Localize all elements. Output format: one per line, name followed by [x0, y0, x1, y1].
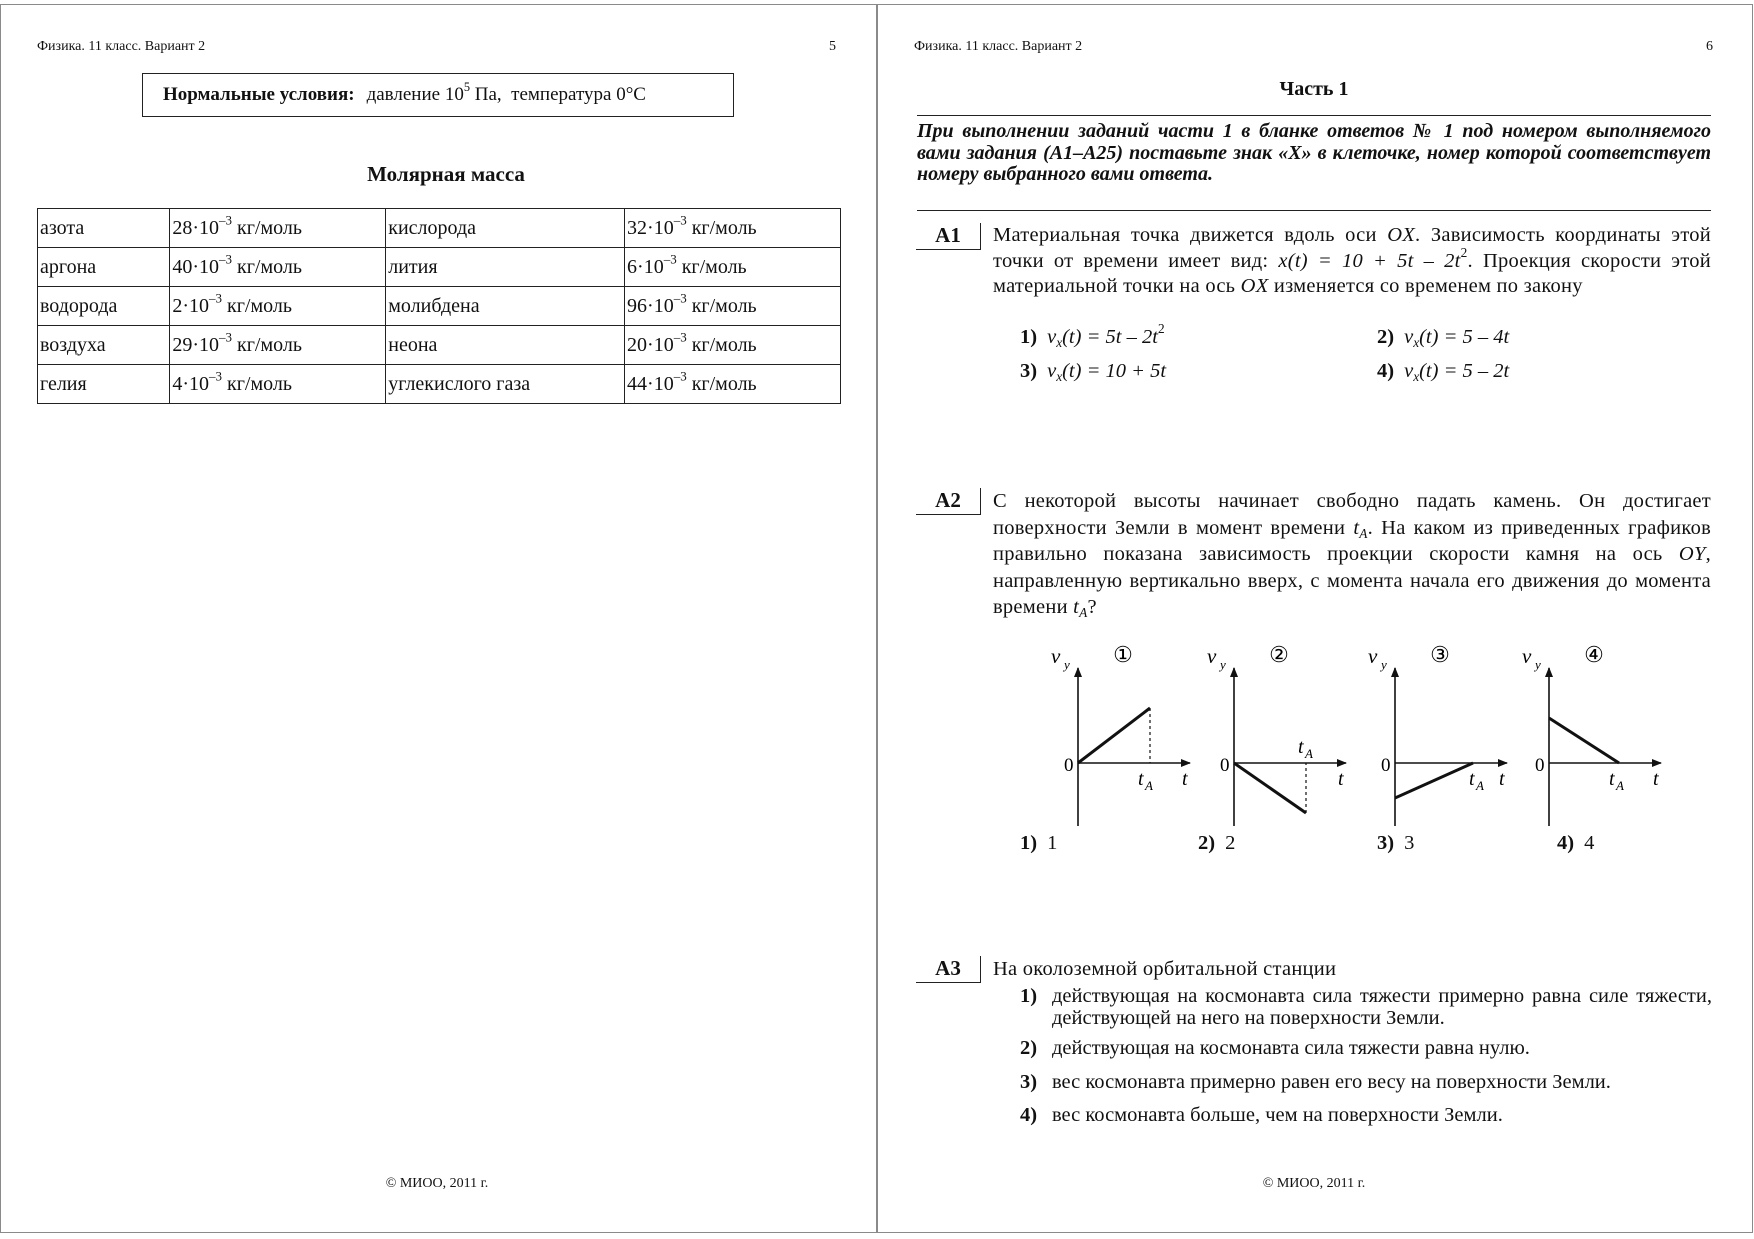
molar-mass-base: 40·10 — [172, 255, 219, 278]
page-number: 6 — [1706, 39, 1713, 54]
table-row — [38, 287, 841, 326]
pressure-unit: Па, — [470, 84, 502, 105]
table-cell — [386, 326, 625, 365]
axis-label-v-sub: y — [1220, 657, 1226, 672]
molar-mass-base: 28·10 — [172, 216, 219, 239]
molar-mass-unit: кг/моль — [686, 372, 757, 395]
time-symbol: t — [1073, 596, 1080, 618]
velocity-subscript: x — [1056, 334, 1063, 350]
molar-mass-unit: кг/моль — [686, 294, 757, 317]
graph-line — [1234, 763, 1306, 813]
text: Материальная точка движется вдоль оси — [993, 224, 1388, 246]
question-label-a1: А1 — [935, 223, 961, 247]
molar-mass-title: Молярная масса — [367, 162, 525, 186]
table-cell — [170, 365, 386, 404]
velocity-subscript: x — [1056, 368, 1063, 384]
option-number: 2) — [1020, 1037, 1038, 1059]
option-number: 2) — [1377, 326, 1395, 348]
time-symbol: t — [1353, 516, 1360, 539]
t-a-label: t — [1138, 768, 1144, 790]
table-cell — [625, 209, 841, 248]
option-number: 1) — [1020, 326, 1038, 348]
question-label-a3: А3 — [935, 956, 961, 980]
molar-mass-exponent: –3 — [673, 211, 687, 227]
molar-mass-unit: кг/моль — [686, 216, 757, 239]
molar-mass-unit: кг/моль — [676, 255, 747, 278]
substance-name: водорода — [40, 294, 118, 317]
pressure-text: давление 10 — [366, 84, 464, 105]
option-number: 1) — [1020, 832, 1038, 854]
table-cell — [625, 248, 841, 287]
option-number: 4) — [1020, 1104, 1038, 1126]
molar-mass-exponent: –3 — [219, 328, 232, 344]
option-text: действующая на космонавта сила тяжести примерно равна силе тяжести, действующей на него на поверхности Земли. — [1052, 985, 1712, 1029]
molar-mass-base: 4·10 — [172, 372, 209, 395]
molar-mass-table — [37, 208, 841, 404]
answer-option[interactable] — [1020, 321, 1165, 350]
table-cell — [386, 365, 625, 404]
text: . На каком из приведенных графиков правильно показана зависимость проекции скорости камня на ось — [993, 516, 1711, 565]
table-cell — [170, 209, 386, 248]
answer-option[interactable] — [1377, 360, 1509, 383]
normal-conditions-label: Нормальные условия: — [163, 84, 355, 105]
origin-label: 0 — [1064, 755, 1074, 776]
graph-number: ④ — [1584, 642, 1604, 667]
answer-option[interactable] — [1557, 832, 1594, 855]
formula: (t) = 10 + 5t — [1062, 360, 1167, 382]
left-page — [0, 4, 878, 1233]
divider — [917, 115, 1711, 116]
velocity-symbol: v — [1404, 360, 1414, 382]
molar-mass-base: 96·10 — [627, 294, 674, 317]
axis-label-t: t — [1182, 768, 1188, 790]
axis-name: OX — [1387, 224, 1416, 246]
time-subscript: A — [1079, 604, 1088, 620]
velocity-symbol: v — [1404, 326, 1414, 348]
substance-name: воздуха — [40, 333, 106, 356]
t-a-subscript: A — [1476, 778, 1484, 793]
molar-mass-base: 20·10 — [627, 333, 674, 356]
option-number: 3) — [1377, 832, 1395, 854]
table-row — [38, 248, 841, 287]
t-a-subscript: A — [1305, 746, 1313, 761]
table-cell — [170, 248, 386, 287]
page-header: Физика. 11 класс. Вариант 2 — [37, 39, 206, 54]
text: . Зависимость координаты этой точки от времени имеет вид: — [993, 224, 1711, 272]
answer-option[interactable] — [1377, 832, 1414, 855]
page-footer: © МИОО, 2011 г. — [385, 1176, 489, 1191]
answer-option[interactable] — [1020, 1037, 1712, 1059]
table-cell — [625, 365, 841, 404]
molar-mass-unit: кг/моль — [686, 333, 757, 356]
text: ? — [1087, 596, 1097, 618]
graph-number: ③ — [1430, 642, 1450, 667]
velocity-subscript: x — [1413, 368, 1420, 384]
table-cell — [38, 287, 170, 326]
table-cell — [38, 209, 170, 248]
axis-label-t: t — [1653, 768, 1659, 790]
part-title: Часть 1 — [1279, 78, 1349, 100]
text: , направленную вертикально вверх, с момента начала его движения до момента времени — [993, 543, 1711, 618]
formula-exponent: 2 — [1157, 321, 1165, 337]
velocity-graphs — [1020, 630, 1680, 840]
option-text: вес космонавта больше, чем на поверхности Земли. — [1052, 1104, 1503, 1126]
origin-label: 0 — [1220, 755, 1230, 776]
substance-name: гелия — [40, 372, 87, 395]
axis-name: OX — [1240, 275, 1269, 297]
question-a1-text — [993, 223, 1711, 300]
answer-option[interactable] — [1020, 360, 1166, 383]
table-row — [38, 326, 841, 365]
molar-mass-unit: кг/моль — [222, 372, 292, 395]
velocity-symbol: v — [1047, 360, 1057, 382]
substance-name: аргона — [40, 255, 97, 278]
table-cell — [386, 248, 625, 287]
substance-name: лития — [388, 255, 438, 278]
molar-mass-base: 32·10 — [627, 216, 674, 239]
text: изменяется со временем по закону — [1268, 275, 1583, 297]
molar-mass-unit: кг/моль — [222, 294, 292, 317]
question-a3-text: На околоземной орбитальной станции — [993, 958, 1337, 980]
molar-mass-exponent: –3 — [209, 367, 222, 383]
table-cell — [625, 287, 841, 326]
pressure-exponent: 5 — [463, 79, 470, 94]
page-footer: © МИОО, 2011 г. — [1262, 1176, 1366, 1191]
graph-line — [1395, 763, 1473, 798]
t-a-subscript: A — [1145, 778, 1153, 793]
option-number: 4) — [1377, 360, 1395, 382]
table-cell — [386, 287, 625, 326]
formula: (t) = 5 – 2t — [1419, 360, 1510, 382]
answer-option[interactable] — [1198, 832, 1235, 855]
option-value: 3 — [1404, 832, 1415, 854]
molar-mass-exponent: –3 — [219, 250, 232, 266]
graph-line — [1549, 718, 1619, 763]
velocity-subscript: x — [1413, 334, 1420, 350]
t-a-label: t — [1609, 768, 1615, 790]
formula: (t) = 5t – 2t — [1062, 326, 1158, 348]
velocity-symbol: v — [1047, 326, 1057, 348]
table-cell — [38, 248, 170, 287]
molar-mass-unit: кг/моль — [232, 216, 302, 239]
option-number: 1) — [1020, 985, 1038, 1007]
molar-mass-exponent: –3 — [219, 211, 232, 227]
temperature-text: температура 0°C — [511, 84, 646, 105]
molar-mass-base: 29·10 — [172, 333, 219, 356]
molar-mass-unit: кг/моль — [232, 255, 302, 278]
molar-mass-exponent: –3 — [209, 289, 222, 305]
axis-label-t: t — [1499, 768, 1505, 790]
page-header: Физика. 11 класс. Вариант 2 — [914, 39, 1083, 54]
axis-label-v: v — [1207, 644, 1217, 668]
formula-exponent: 2 — [1460, 244, 1468, 260]
molar-mass-exponent: –3 — [673, 289, 687, 305]
text: . Проекция скорости этой материальной точки на ось — [993, 249, 1711, 297]
question-label-a2: А2 — [935, 488, 961, 512]
option-text: действующая на космонавта сила тяжести равна нулю. — [1052, 1037, 1530, 1059]
substance-name: неона — [388, 333, 438, 356]
answer-option[interactable] — [1020, 1104, 1712, 1126]
axis-label-v-sub: y — [1381, 657, 1387, 672]
question-a2-text — [993, 488, 1711, 621]
axis-label-v-sub: y — [1535, 657, 1541, 672]
table-cell — [38, 326, 170, 365]
axis-label-v: v — [1522, 644, 1532, 668]
table-row — [38, 365, 841, 404]
graph-number: ② — [1269, 642, 1289, 667]
option-number: 3) — [1020, 360, 1038, 382]
option-text: вес космонавта примерно равен его весу на поверхности Земли. — [1052, 1071, 1611, 1093]
molar-mass-base: 6·10 — [627, 255, 664, 278]
molar-mass-base: 2·10 — [172, 294, 209, 317]
t-a-label: t — [1469, 768, 1475, 790]
molar-mass-unit: кг/моль — [232, 333, 302, 356]
answer-option[interactable] — [1020, 1071, 1712, 1093]
molar-mass-exponent: –3 — [663, 250, 677, 266]
axis-label-v: v — [1051, 644, 1061, 668]
instructions: При выполнении заданий части 1 в бланке ответов № 1 под номером выполняемого вами задания (А1–А25) поставьте знак «X» в клеточке, номер которой соответствует номеру выбранного вами ответа. — [917, 120, 1711, 185]
table-cell — [386, 209, 625, 248]
page-number: 5 — [829, 39, 836, 54]
table-cell — [170, 287, 386, 326]
answer-option[interactable] — [1020, 985, 1712, 1029]
t-a-label: t — [1298, 736, 1304, 758]
axis-label-v: v — [1368, 644, 1378, 668]
text: С некоторой высоты начинает свободно падать камень. Он достигает поверхности Земли в момент времени — [993, 490, 1711, 539]
time-subscript: A — [1359, 525, 1368, 541]
substance-name: кислорода — [388, 216, 477, 239]
graph-line — [1078, 708, 1150, 763]
axis-label-v-sub: y — [1064, 657, 1070, 672]
molar-mass-exponent: –3 — [673, 328, 687, 344]
option-value: 1 — [1047, 832, 1058, 854]
option-value: 2 — [1225, 832, 1236, 854]
normal-conditions-box — [142, 73, 734, 117]
option-number: 4) — [1557, 832, 1575, 854]
answer-option[interactable] — [1377, 326, 1509, 349]
substance-name: углекислого газа — [388, 372, 531, 395]
option-number: 3) — [1020, 1071, 1038, 1093]
table-cell — [625, 326, 841, 365]
option-value: 4 — [1584, 832, 1595, 854]
divider — [917, 210, 1711, 211]
axis-name: OY — [1678, 543, 1706, 565]
t-a-subscript: A — [1616, 778, 1624, 793]
substance-name: молибдена — [388, 294, 480, 317]
origin-label: 0 — [1535, 755, 1545, 776]
table-row — [38, 209, 841, 248]
table-cell — [38, 365, 170, 404]
option-number: 2) — [1198, 832, 1216, 854]
formula: (t) = 5 – 4t — [1419, 326, 1510, 348]
origin-label: 0 — [1381, 755, 1391, 776]
molar-mass-exponent: –3 — [673, 367, 687, 383]
substance-name: азота — [40, 216, 85, 239]
answer-option[interactable] — [1020, 832, 1057, 855]
formula: x(t) = 10 + 5t – 2t — [1278, 249, 1461, 272]
table-cell — [170, 326, 386, 365]
axis-label-t: t — [1338, 768, 1344, 790]
graph-number: ① — [1113, 642, 1133, 667]
molar-mass-base: 44·10 — [627, 372, 674, 395]
